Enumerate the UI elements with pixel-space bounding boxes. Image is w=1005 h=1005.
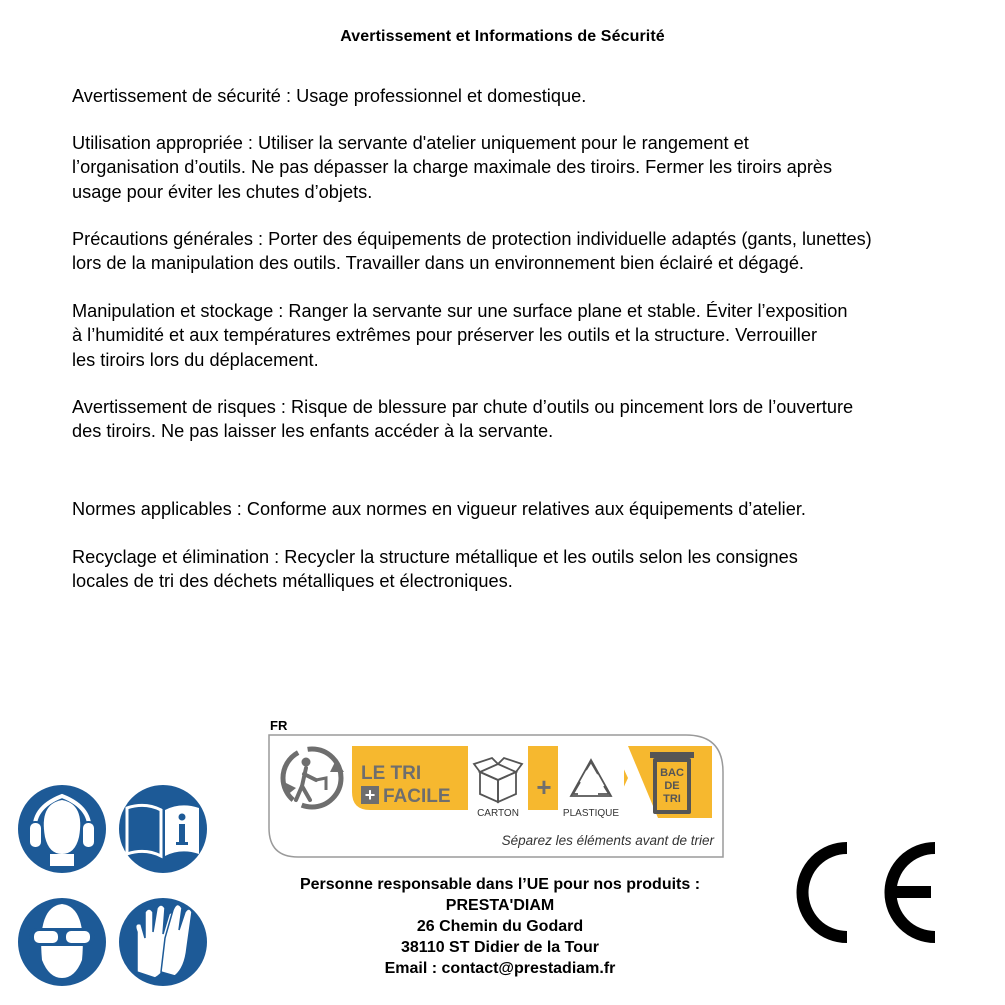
bin-label-1: BAC [660,767,684,779]
triman-headline-1: LE TRI [361,763,422,784]
company-name: PRESTA'DIAM [445,897,555,914]
responsible-person [190,874,810,979]
triman-logo [268,734,724,858]
paragraph-safety-warning [72,84,586,108]
street-address: 26 Chemin du Godard [416,918,584,935]
triman-footer: Séparez les éléments avant de trier [501,833,714,848]
text-line: Manipulation et stockage : Ranger la servante sur une surface plane et stable. Éviter l’exposition [72,301,848,321]
eye-protection-icon [17,897,107,987]
paragraph-recycling [72,545,798,594]
text-line: Avertissement de sécurité : Usage professionnel et domestique. [72,86,587,106]
page-title: Avertissement et Informations de Sécurité [340,28,665,45]
text-line: locales de tri des déchets métalliques et électroniques. [72,571,513,592]
sorting-bin-icon [650,752,694,814]
text-line: Utilisation appropriée : Utiliser la servante d'atelier uniquement pour le rangement et [72,133,749,153]
text-line: usage pour éviter les chutes d’objets. [72,181,373,202]
text-line: Précautions générales : Porter des équipements de protection individuelle adaptés (gants, lunettes) [72,229,872,249]
paragraph-risk-warning [72,395,853,444]
text-line: les tiroirs lors du déplacement. [72,349,319,370]
ce-mark [795,840,940,945]
text-line: l’organisation d’outils. Ne pas dépasser la charge maximale des tiroirs. Fermer les tiroirs après [72,157,833,178]
text-line: lors de la manipulation des outils. Travailler dans un environnement bien éclairé et dégagé. [72,253,804,274]
ppe-pictograms [15,782,210,992]
paragraph-general-precautions [72,227,872,276]
paragraph-standards [72,497,806,521]
triman-item-2: PLASTIQUE [562,808,620,819]
contact-email: Email : contact@prestadiam.fr [384,960,616,977]
triman-headline-2: FACILE [383,786,451,807]
paragraph-appropriate-use [72,131,832,204]
responsible-heading: Personne responsable dans l’UE pour nos produits : [299,876,701,893]
text-line: Avertissement de risques : Risque de blessure par chute d’outils ou pincement lors de l’ouverture [72,397,854,417]
text-line: à l’humidité et aux températures extrêmes pour préserver les outils et la structure. Verrouiller [72,325,818,346]
text-line: Normes applicables : Conforme aux normes en vigueur relatives aux équipements d’atelier. [72,499,806,519]
ear-protection-icon [17,784,107,874]
read-manual-icon [118,784,208,874]
triman-country-label: FR [270,718,288,733]
city-address: 38110 ST Didier de la Tour [401,939,599,956]
triman-item-1: CARTON [477,808,519,819]
text-line: Recyclage et élimination : Recycler la structure métallique et les outils selon les consignes [72,547,798,567]
bin-label-2: DE [664,780,680,792]
triman-plus: + [536,772,552,802]
text-line: des tiroirs. Ne pas laisser les enfants accéder à la servante. [72,421,554,442]
triman-plus-small: + [364,785,376,805]
paragraph-handling-storage [72,299,847,372]
bin-label-3: TRI [663,793,681,805]
